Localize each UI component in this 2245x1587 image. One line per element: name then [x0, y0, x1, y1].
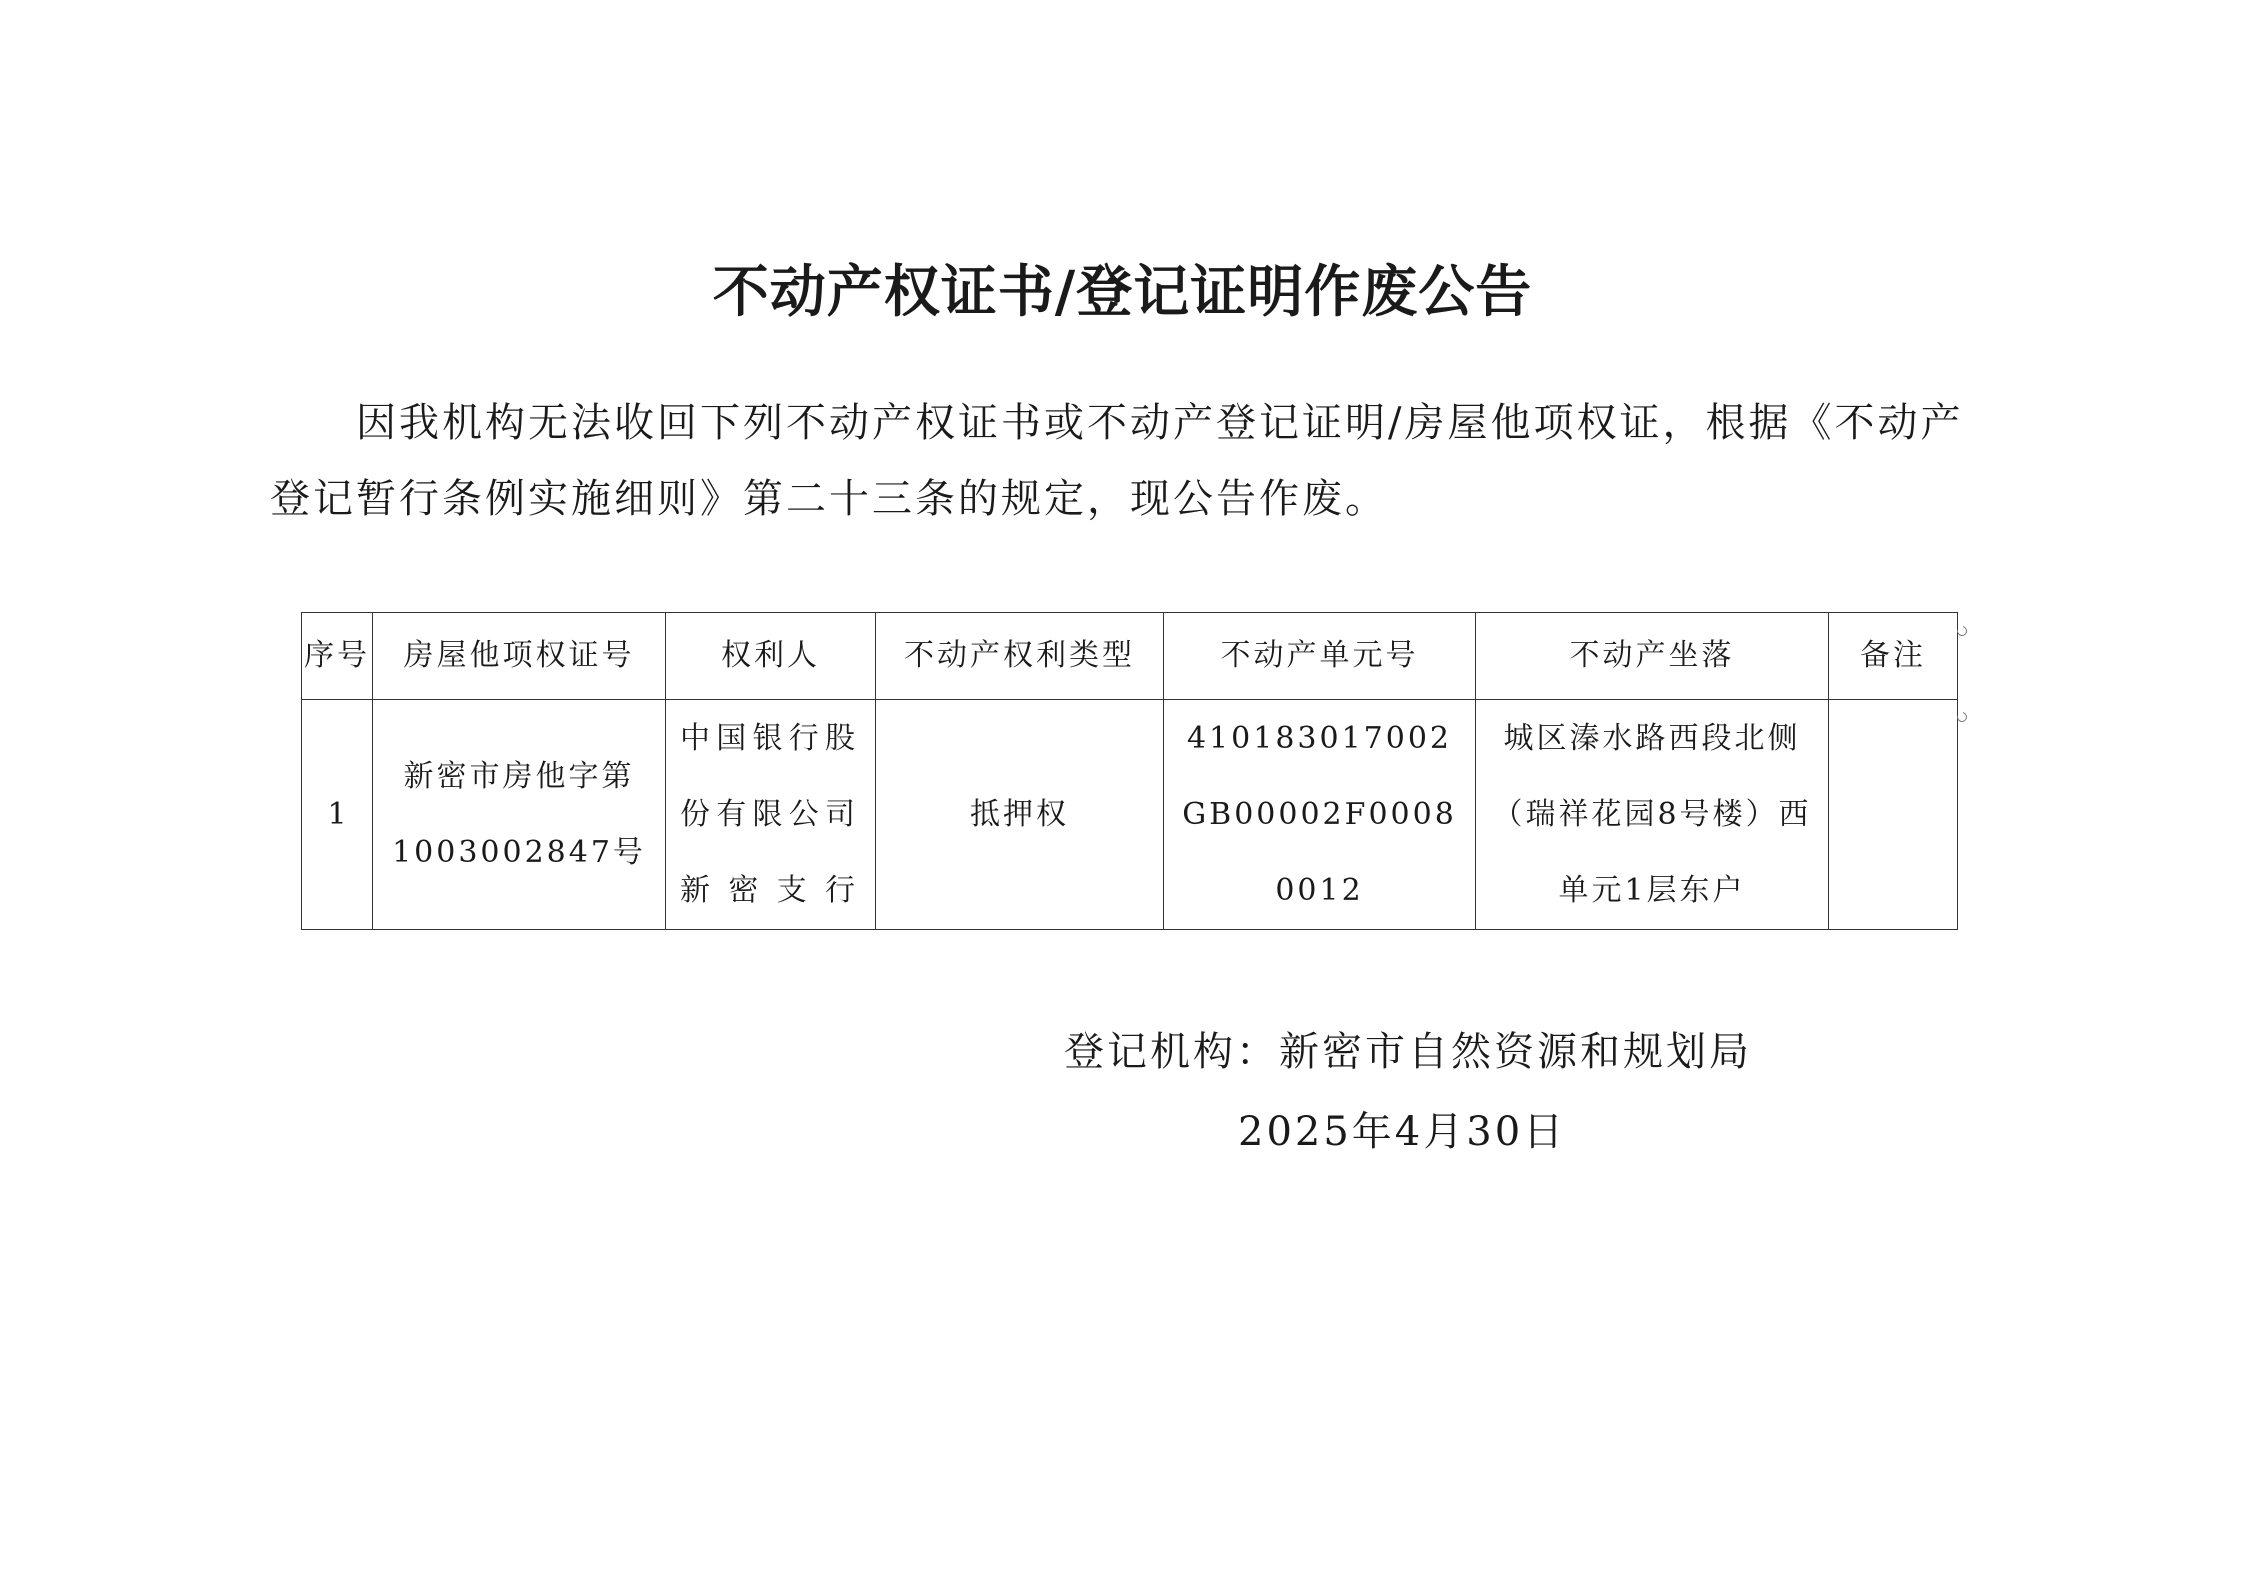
- cell-holder: 中国银行股份有限公司新密支行: [666, 700, 876, 930]
- header-right-type: 不动产权利类型: [876, 613, 1164, 700]
- cell-location: 城区溱水路西段北侧（瑞祥花园8号楼）西单元1层东户: [1476, 700, 1829, 930]
- header-cert-no: 房屋他项权证号: [373, 613, 666, 700]
- table-header-row: [302, 613, 1958, 700]
- header-location: 不动产坐落: [1476, 613, 1829, 700]
- cell-remark: [1829, 700, 1958, 930]
- cell-cert-no: 新密市房他字第1003002847号: [373, 700, 666, 930]
- announcement-date: 2025年4月30日: [1238, 1109, 1567, 1155]
- registration-authority: 登记机构：新密市自然资源和规划局: [1064, 1029, 1752, 1075]
- notice-title: 不动产权证书/登记证明作废公告: [712, 259, 1533, 325]
- header-holder: 权利人: [666, 613, 876, 700]
- table-row: [302, 700, 1958, 930]
- cell-seq: 1: [302, 700, 373, 930]
- header-remark: 备注: [1829, 613, 1958, 700]
- cell-unit-no: 410183017002GB00002F00080012: [1164, 700, 1476, 930]
- header-unit-no: 不动产单元号: [1164, 613, 1476, 700]
- notice-paragraph: 因我机构无法收回下列不动产权证书或不动产登记证明/房屋他项权证，根据《不动产登记暂行条例实施细则》第二十三条的规定，现公告作废。: [270, 400, 1964, 522]
- header-seq: 序号: [302, 613, 373, 700]
- void-certificate-table: [301, 612, 1958, 930]
- cell-right-type: 抵押权: [876, 700, 1164, 930]
